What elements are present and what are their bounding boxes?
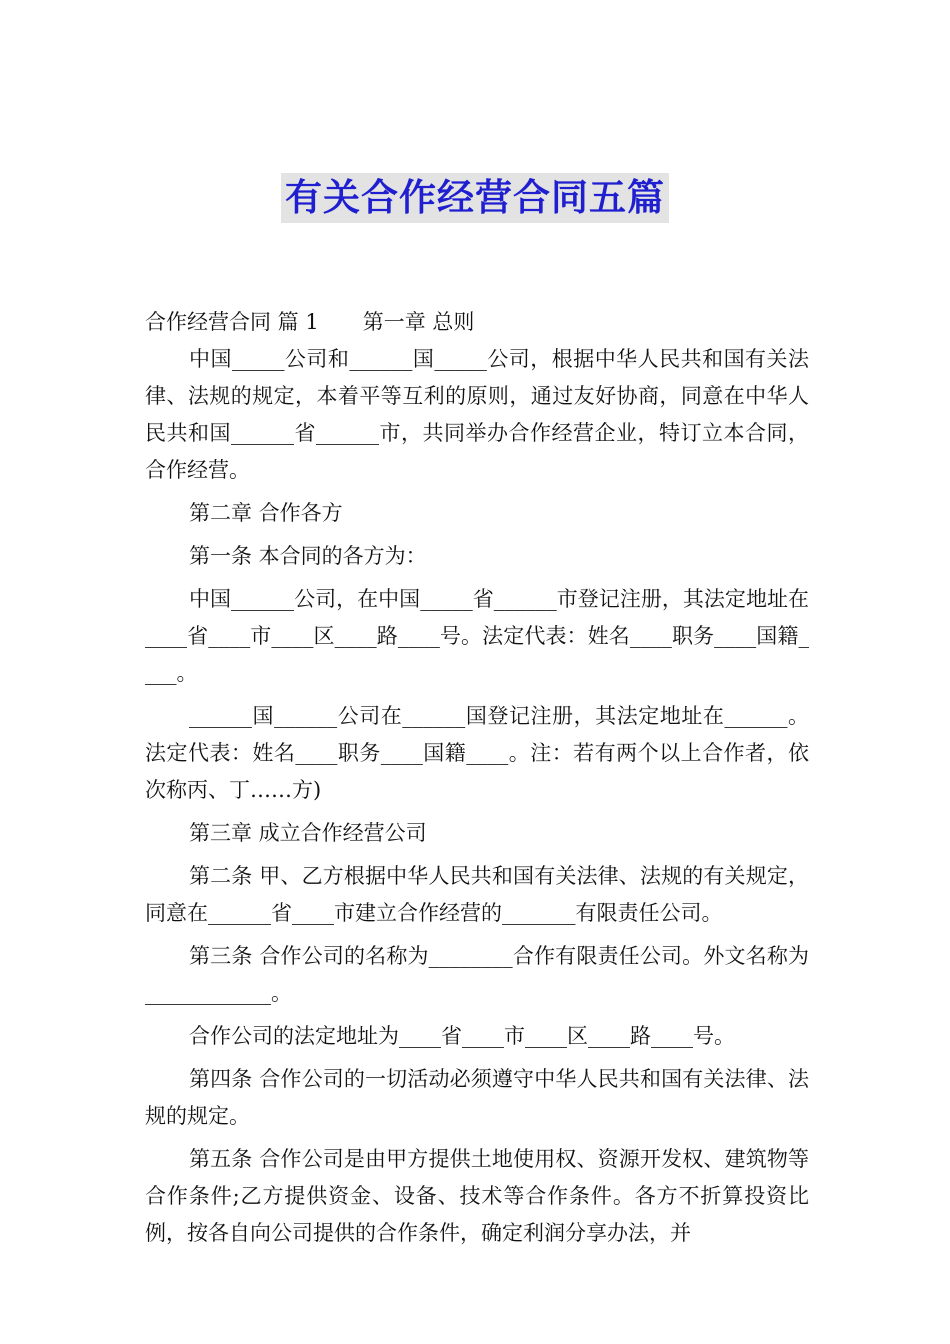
section-heading xyxy=(145,304,809,341)
paragraph-preamble: 中国_____公司和______国_____公司，根据中华人民共和国有关法律、法规的规定，本着平等互利的原则，通过友好协商，同意在中华人民共和国______省______市，共同举办合作经营企业，特订立本合同，合作经营。 xyxy=(145,347,809,482)
title-wrap xyxy=(0,173,950,223)
article-two: 第二条 甲、乙方根据中华人民共和国有关法律、法规的有关规定，同意在______省____市建立合作经营的_______有限责任公司。 xyxy=(145,864,809,925)
article-three: 第三条 合作公司的名称为________合作有限责任公司。外文名称为____________。 xyxy=(145,944,809,1005)
party-b-details: ______国______公司在______国登记注册，其法定地址在______。法定代表：姓名____职务____国籍____。注：若有两个以上合作者，依次称丙、丁……方) xyxy=(145,704,809,802)
article-five: 第五条 合作公司是由甲方提供土地使用权、资源开发权、建筑物等合作条件;乙方提供资金、设备、技术等合作条件。各方不折算投资比例，按各自向公司提供的合作条件，确定利润分享办法，并 xyxy=(145,1147,809,1245)
chapter-one-heading: 第一章 总则 xyxy=(362,310,475,334)
article-four: 第四条 合作公司的一切活动必须遵守中华人民共和国有关法律、法规的规定。 xyxy=(145,1067,809,1128)
party-a-details: 中国______公司，在中国_____省______市登记注册，其法定地址在____省____市____区____路____号。法定代表：姓名____职务____国籍____。 xyxy=(145,587,809,685)
article-one: 第一条 本合同的各方为： xyxy=(189,544,427,568)
legal-address: 合作公司的法定地址为____省____市____区____路____号。 xyxy=(189,1024,735,1048)
document-body xyxy=(145,304,809,1252)
document-title: 有关合作经营合同五篇 xyxy=(281,173,669,223)
chapter-two-heading: 第二章 合作各方 xyxy=(189,501,343,525)
chapter-three-heading: 第三章 成立合作经营公司 xyxy=(189,821,427,845)
contract-number-label: 合作经营合同 篇 1 xyxy=(145,310,319,334)
